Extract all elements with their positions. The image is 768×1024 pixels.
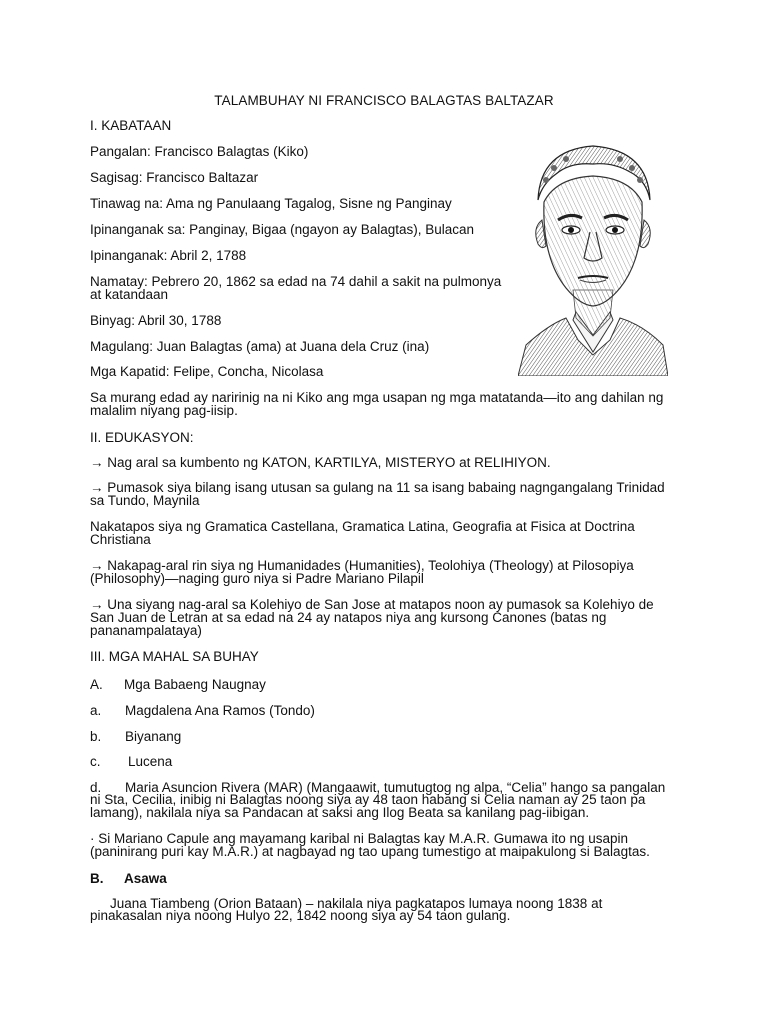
text-line: Juana Tiambeng (Orion Bataan) – nakilala niya pagkatapos lumaya noong 1838 at xyxy=(110,896,603,911)
text-line: → Una siyang nag-aral sa Kolehiyo de San Jose at matapos noon ay pumasok sa Kolehiyo de xyxy=(90,597,654,612)
text-line: Sa murang edad ay naririnig na ni Kiko ang mga usapan ng mga matatanda—ito ang dahilan ng xyxy=(90,390,664,405)
text-line: Tinawag na: Ama ng Panulaang Tagalog, Sisne ng Panginay xyxy=(90,196,452,211)
text-line: lamang), nakilala niya sa Pandacan at saksi ang Ilog Beata sa kanilang pag-iibigan. xyxy=(90,805,590,820)
section-heading-mahal-sa-buhay: III. MGA MAHAL SA BUHAY xyxy=(90,649,259,664)
text-line: → Nag aral sa kumbento ng KATON, KARTILYA, MISTERYO at RELIHIYON. xyxy=(90,455,551,470)
list-marker: c. xyxy=(90,754,101,769)
text-line: malalim niyang pag-iisip. xyxy=(90,403,238,418)
text-line: San Juan de Letran at sa edad na 24 ay natapos niya ang kursong Canones (batas ng xyxy=(90,610,607,625)
text-line: Binyag: Abril 30, 1788 xyxy=(90,313,222,328)
text-line: → Nakapag-aral rin siya ng Humanidades (Humanities), Teolohiya (Theology) at Pilosopiya xyxy=(90,558,634,573)
text-line: ni Sta, Cecilia, inibig ni Balagtas noong siya ay 48 taon habang si Celia naman ay 25 taon pa xyxy=(90,792,646,807)
list-item: Lucena xyxy=(128,754,173,769)
list-marker: d. xyxy=(90,780,102,795)
text-line: Mga Kapatid: Felipe, Concha, Nicolasa xyxy=(90,364,324,379)
text-line: (Philosophy)—naging guro niya si Padre Mariano Pilapil xyxy=(90,571,424,586)
text-line: Ipinanganak: Abril 2, 1788 xyxy=(90,248,247,263)
text-line: Magulang: Juan Balagtas (ama) at Juana dela Cruz (ina) xyxy=(90,339,430,354)
list-item: Magdalena Ana Ramos (Tondo) xyxy=(125,703,315,718)
text-line: Nakatapos siya ng Gramatica Castellana, Gramatica Latina, Geografia at Fisica at Doctrina xyxy=(90,519,635,534)
section-heading-edukasyon: II. EDUKASYON: xyxy=(90,430,194,445)
text-line: at katandaan xyxy=(90,287,169,302)
portrait-image xyxy=(518,140,668,376)
text-line: Sagisag: Francisco Baltazar xyxy=(90,170,259,185)
list-marker: B. xyxy=(90,871,104,886)
text-line: (paninirang puri kay M.A.R.) at nagbayad ng tao upang tumestigo at maipakulong si Balagtas. xyxy=(90,844,650,859)
text-line: Ipinanganak sa: Panginay, Bigaa (ngayon ay Balagtas), Bulacan xyxy=(90,222,475,237)
document-title: TALAMBUHAY NI FRANCISCO BALAGTAS BALTAZAR xyxy=(214,93,554,108)
text-line: Pangalan: Francisco Balagtas (Kiko) xyxy=(90,144,309,159)
text-line: pananampalataya) xyxy=(90,623,202,638)
subsection-heading-asawa: Asawa xyxy=(124,871,167,886)
list-marker: A. xyxy=(90,677,103,692)
text-line: Namatay: Pebrero 20, 1862 sa edad na 74 dahil a sakit na pulmonya xyxy=(90,274,502,289)
list-marker: b. xyxy=(90,729,102,744)
list-item: Mga Babaeng Naugnay xyxy=(124,677,266,692)
list-marker: a. xyxy=(90,703,102,718)
list-item: Biyanang xyxy=(125,729,182,744)
text-line: pinakasalan niya noong Hulyo 22, 1842 noong siya ay 54 taon gulang. xyxy=(90,908,511,923)
text-line: Christiana xyxy=(90,532,151,547)
section-heading-kabataan: I. KABATAAN xyxy=(90,118,172,133)
text-line: sa Tundo, Maynila xyxy=(90,493,200,508)
text-line: → Pumasok siya bilang isang utusan sa gulang na 11 sa isang babaing nagngangalang Trinidad xyxy=(90,480,665,495)
text-line: · Si Mariano Capule ang mayamang karibal ni Balagtas kay M.A.R. Gumawa ito ng usapin xyxy=(90,831,629,846)
text-line: Maria Asuncion Rivera (MAR) (Mangaawit, tumutugtog ng alpa, “Celia” hango sa pangalan xyxy=(125,780,666,795)
